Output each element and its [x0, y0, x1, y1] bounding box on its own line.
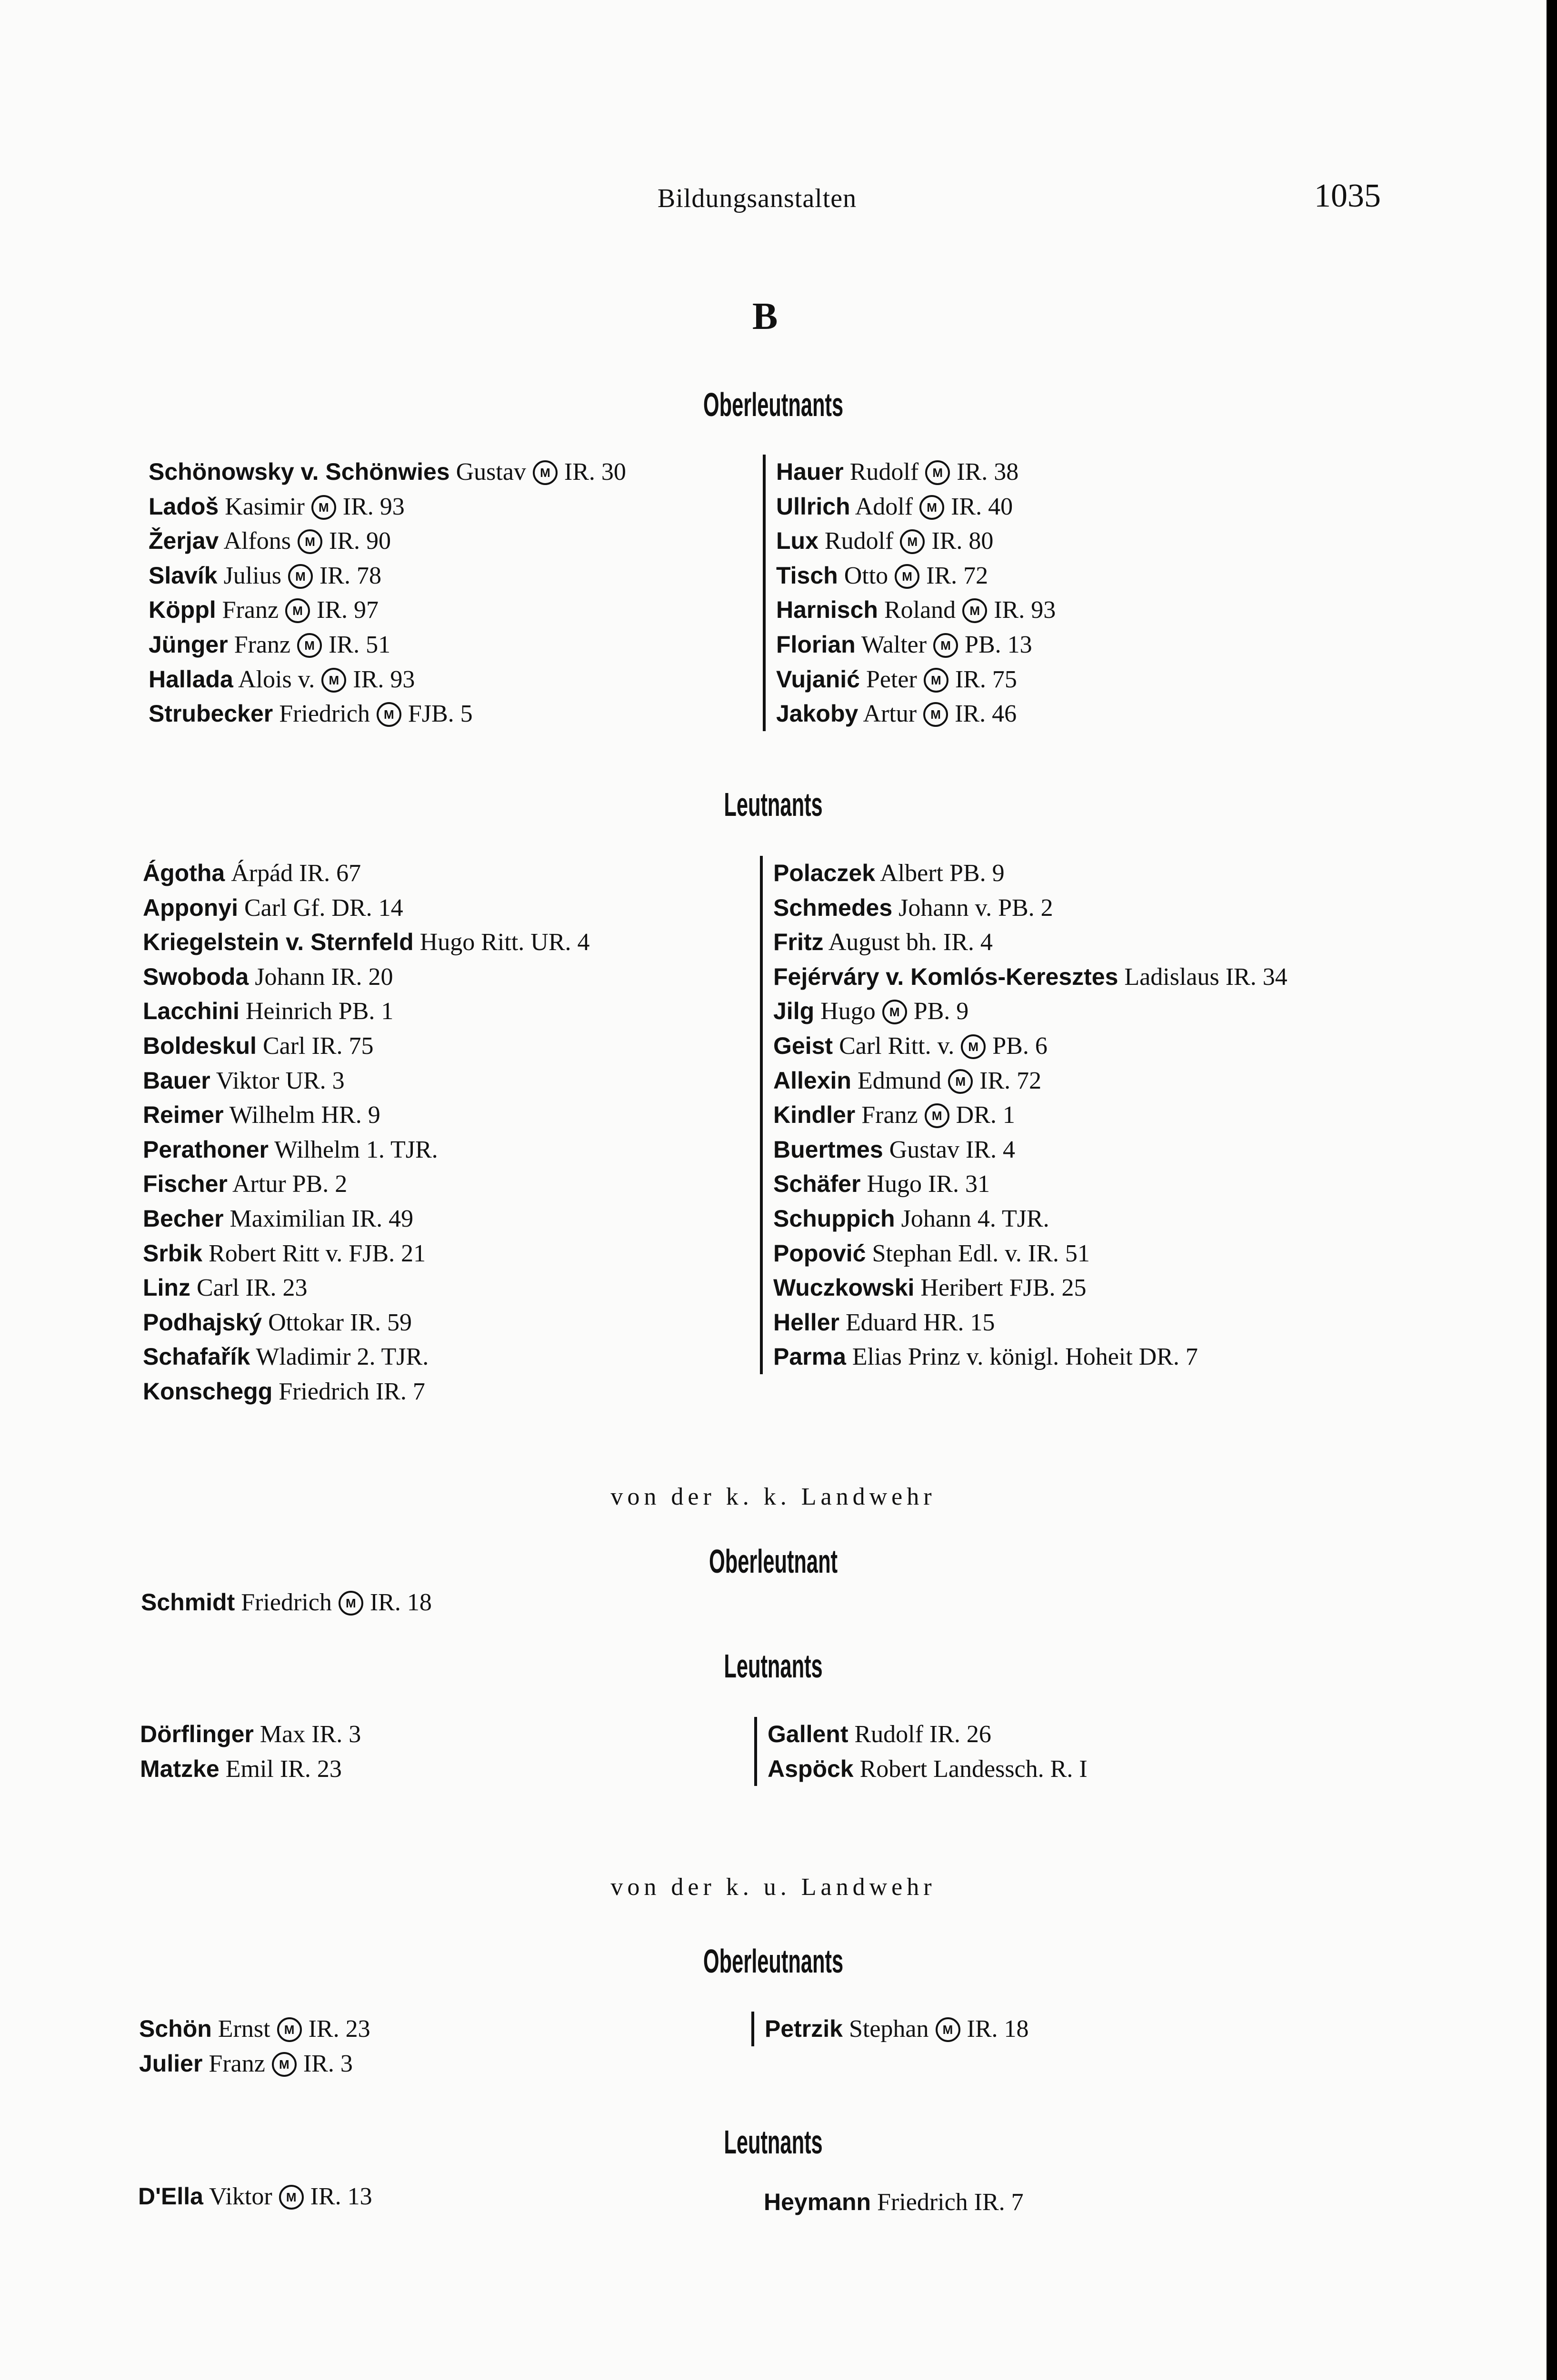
unit: IR. 97 — [317, 596, 379, 624]
roster-entry — [773, 891, 1288, 925]
roster-entry — [776, 662, 1056, 697]
heading-oberleutnants: Oberleutnants — [703, 386, 844, 423]
roster-entry — [143, 1374, 590, 1409]
unit: IR. 75 — [955, 665, 1017, 693]
given-name-and-unit: Heinrich PB. 1 — [245, 998, 394, 1025]
roster-entry — [149, 627, 626, 662]
given-name-and-unit: Elias Prinz v. königl. Hoheit DR. 7 — [852, 1343, 1198, 1371]
surname: Allexin — [773, 1067, 851, 1094]
surname: Apponyi — [143, 894, 238, 921]
roster-entry — [143, 960, 590, 994]
subheading-ku-landwehr: von der k. u. Landwehr — [610, 1874, 936, 1901]
surname: Boldeskul — [143, 1032, 257, 1059]
merit-medal-icon: M — [272, 2052, 297, 2077]
given-name-and-unit: Robert Landessch. R. I — [859, 1755, 1088, 1783]
merit-medal-icon: M — [923, 702, 948, 727]
kk-oberleutnant-list — [141, 1585, 432, 1620]
surname: Jünger — [149, 631, 228, 658]
roster-entry — [149, 593, 626, 627]
merit-medal-icon: M — [285, 598, 310, 623]
given-name-and-unit: Friedrich — [279, 700, 370, 728]
roster-entry — [141, 1585, 432, 1620]
surname: Polaczek — [773, 860, 876, 886]
merit-medal-icon: M — [377, 702, 401, 727]
given-name-and-unit: Árpád IR. 67 — [231, 860, 361, 887]
unit: IR. 93 — [353, 665, 415, 693]
surname: Swoboda — [143, 963, 249, 990]
roster-entry — [143, 1029, 590, 1063]
unit: IR. 51 — [329, 631, 391, 658]
unit: IR. 72 — [979, 1067, 1042, 1094]
given-name-and-unit: Emil IR. 23 — [225, 1755, 342, 1783]
surname: Wuczkowski — [773, 1274, 915, 1301]
heading-kk-leutnants: Leutnants — [724, 1647, 823, 1685]
leutnants-right-list — [760, 856, 1288, 1374]
roster-entry — [776, 489, 1056, 524]
unit: IR. 23 — [308, 2015, 370, 2043]
given-name-and-unit: Wladimir 2. TJR. — [256, 1343, 429, 1371]
roster-entry — [768, 1752, 1088, 1786]
given-name-and-unit: Johann v. PB. 2 — [898, 894, 1053, 922]
unit: IR. 93 — [342, 493, 405, 520]
surname: Matzke — [140, 1755, 220, 1782]
surname: Köppl — [149, 596, 216, 624]
merit-medal-icon: M — [311, 495, 336, 520]
given-name-and-unit: Hugo — [820, 998, 876, 1025]
surname: Kindler — [773, 1101, 856, 1129]
surname: Srbik — [143, 1240, 203, 1267]
given-name-and-unit: Rudolf — [824, 527, 894, 555]
surname: Ágotha — [143, 860, 225, 886]
roster-entry — [773, 1305, 1288, 1340]
roster-entry — [773, 856, 1288, 891]
roster-entry — [143, 1167, 590, 1201]
given-name-and-unit: Franz — [234, 631, 291, 658]
unit: IR. 93 — [994, 596, 1056, 624]
merit-medal-icon: M — [297, 633, 322, 658]
surname: Becher — [143, 1205, 224, 1232]
given-name-and-unit: Franz — [209, 2050, 265, 2077]
given-name-and-unit: Johann 4. TJR. — [901, 1205, 1049, 1232]
given-name-and-unit: Artur — [863, 700, 917, 728]
unit: IR. 30 — [564, 458, 626, 486]
heading-leutnants: Leutnants — [724, 786, 823, 823]
unit: PB. 13 — [965, 631, 1032, 658]
merit-medal-icon: M — [288, 564, 313, 589]
given-name-and-unit: Artur PB. 2 — [232, 1170, 348, 1198]
given-name-and-unit: Edmund — [857, 1067, 942, 1094]
unit: PB. 9 — [913, 998, 969, 1025]
surname: Buertmes — [773, 1136, 883, 1163]
roster-entry — [776, 593, 1056, 627]
given-name-and-unit: Carl IR. 23 — [196, 1274, 308, 1302]
merit-medal-icon: M — [924, 668, 948, 693]
roster-entry — [143, 1236, 590, 1271]
roster-entry — [773, 1063, 1288, 1098]
unit: IR. 80 — [931, 527, 994, 555]
merit-medal-icon: M — [339, 1591, 363, 1616]
roster-entry — [149, 455, 626, 489]
roster-entry — [143, 994, 590, 1029]
roster-entry — [143, 925, 590, 960]
roster-entry — [776, 524, 1056, 558]
unit: IR. 3 — [303, 2050, 353, 2077]
surname: Konschegg — [143, 1378, 273, 1405]
merit-medal-icon: M — [919, 495, 944, 520]
given-name-and-unit: Gustav — [456, 458, 526, 486]
given-name-and-unit: Alois v. — [238, 665, 315, 693]
merit-medal-icon: M — [900, 529, 925, 554]
given-name-and-unit: August bh. IR. 4 — [828, 929, 993, 956]
surname: Reimer — [143, 1101, 224, 1129]
heading-ku-leutnants: Leutnants — [724, 2123, 823, 2161]
given-name-and-unit: Robert Ritt v. FJB. 21 — [209, 1240, 426, 1267]
given-name-and-unit: Friedrich IR. 7 — [279, 1378, 425, 1405]
merit-medal-icon: M — [925, 460, 950, 485]
given-name-and-unit: Stephan Edl. v. IR. 51 — [872, 1240, 1090, 1267]
given-name-and-unit: Rudolf IR. 26 — [854, 1721, 991, 1748]
roster-entry — [776, 558, 1056, 593]
surname: Hallada — [149, 665, 233, 693]
surname: Podhajský — [143, 1309, 262, 1336]
given-name-and-unit: Wilhelm 1. TJR. — [274, 1136, 438, 1163]
given-name-and-unit: Wilhelm HR. 9 — [229, 1101, 380, 1129]
given-name-and-unit: Peter — [866, 665, 917, 693]
surname: Heymann — [764, 2189, 871, 2215]
roster-entry — [773, 1098, 1288, 1132]
roster-entry — [765, 2012, 1029, 2046]
surname: Aspöck — [768, 1755, 854, 1782]
merit-medal-icon: M — [948, 1069, 973, 1094]
heading-ku-oberleutnants: Oberleutnants — [703, 1943, 844, 1980]
roster-entry — [143, 1063, 590, 1098]
roster-entry — [149, 524, 626, 558]
given-name-and-unit: Max IR. 3 — [260, 1721, 361, 1748]
given-name-and-unit: Alfons — [223, 527, 291, 555]
merit-medal-icon: M — [895, 564, 919, 589]
given-name-and-unit: Roland — [884, 596, 956, 624]
roster-entry — [143, 1339, 590, 1374]
surname: Jakoby — [776, 700, 858, 727]
given-name-and-unit: Kasimir — [225, 493, 305, 520]
subheading-kk-landwehr: von der k. k. Landwehr — [610, 1483, 936, 1510]
unit: DR. 1 — [956, 1101, 1015, 1129]
heading-kk-oberleutnant: Oberleutnant — [709, 1543, 838, 1580]
surname: Schäfer — [773, 1170, 861, 1198]
surname: Florian — [776, 631, 856, 658]
roster-entry — [773, 1201, 1288, 1236]
surname: Geist — [773, 1032, 833, 1059]
given-name-and-unit: Julius — [223, 562, 281, 589]
unit: IR. 78 — [319, 562, 381, 589]
roster-entry — [149, 662, 626, 697]
unit: IR. 72 — [926, 562, 988, 589]
given-name-and-unit: Walter — [861, 631, 927, 658]
surname: Schön — [139, 2015, 212, 2042]
given-name-and-unit: Albert PB. 9 — [880, 860, 1005, 887]
ku-leutnants-left-list — [138, 2179, 372, 2214]
surname: Slavík — [149, 562, 218, 589]
roster-entry — [773, 1167, 1288, 1201]
running-header: Bildungsanstalten — [657, 184, 857, 213]
surname: Fischer — [143, 1170, 228, 1198]
unit: IR. 40 — [951, 493, 1013, 520]
roster-entry — [776, 627, 1056, 662]
merit-medal-icon: M — [533, 460, 558, 485]
roster-entry — [143, 1132, 590, 1167]
given-name-and-unit: Stephan — [848, 2015, 929, 2043]
given-name-and-unit: Friedrich IR. 7 — [877, 2189, 1024, 2216]
given-name-and-unit: Ladislaus IR. 34 — [1124, 963, 1288, 991]
given-name-and-unit: Maximilian IR. 49 — [230, 1205, 414, 1232]
surname: Tisch — [776, 562, 838, 589]
ku-oberleutnants-left-list — [139, 2012, 370, 2081]
merit-medal-icon: M — [882, 1000, 907, 1024]
unit: IR. 13 — [310, 2183, 372, 2210]
merit-medal-icon: M — [321, 668, 346, 693]
given-name-and-unit: Franz — [861, 1101, 918, 1129]
roster-entry — [149, 558, 626, 593]
given-name-and-unit: Franz — [222, 596, 279, 624]
surname: Dörflinger — [140, 1721, 254, 1747]
given-name-and-unit: Eduard HR. 15 — [845, 1309, 995, 1336]
merit-medal-icon: M — [933, 633, 958, 658]
merit-medal-icon: M — [961, 1034, 986, 1059]
surname: Bauer — [143, 1067, 210, 1094]
roster-entry — [138, 2179, 372, 2214]
page-number: 1035 — [1314, 178, 1381, 214]
surname: Ladoš — [149, 493, 219, 520]
unit: IR. 18 — [967, 2015, 1029, 2043]
given-name-and-unit: Johann IR. 20 — [255, 963, 393, 991]
merit-medal-icon: M — [298, 529, 322, 554]
roster-entry — [149, 489, 626, 524]
kk-leutnants-left-list — [140, 1717, 361, 1786]
surname: Petrzik — [765, 2015, 843, 2042]
given-name-and-unit: Carl Ritt. v. — [839, 1032, 955, 1060]
given-name-and-unit: Hugo IR. 31 — [867, 1170, 990, 1198]
roster-entry — [143, 856, 590, 891]
surname: Schmidt — [141, 1589, 235, 1616]
unit: FJB. 5 — [408, 700, 473, 728]
surname: Schafařík — [143, 1343, 250, 1370]
unit: IR. 46 — [955, 700, 1017, 728]
surname: Linz — [143, 1274, 190, 1301]
roster-entry — [143, 1098, 590, 1132]
surname: Harnisch — [776, 596, 878, 624]
surname: Gallent — [768, 1721, 848, 1747]
given-name-and-unit: Carl IR. 75 — [262, 1032, 374, 1060]
surname: Fritz — [773, 929, 824, 956]
roster-entry — [773, 1270, 1288, 1305]
merit-medal-icon: M — [279, 2185, 304, 2210]
roster-entry — [143, 1270, 590, 1305]
roster-entry — [140, 1752, 361, 1786]
surname: Schönowsky v. Schönwies — [149, 458, 450, 485]
merit-medal-icon: M — [925, 1103, 949, 1128]
oberleutnants-right-list — [763, 455, 1056, 731]
unit: IR. 90 — [329, 527, 391, 555]
surname: Strubecker — [149, 700, 273, 727]
given-name-and-unit: Hugo Ritt. UR. 4 — [419, 929, 590, 956]
merit-medal-icon: M — [962, 598, 987, 623]
surname: Julier — [139, 2050, 203, 2077]
roster-entry — [140, 1717, 361, 1752]
leutnants-left-list — [143, 856, 590, 1409]
section-letter: B — [752, 296, 778, 337]
roster-entry — [773, 960, 1288, 994]
surname: Parma — [773, 1343, 846, 1370]
surname: Ullrich — [776, 493, 850, 520]
roster-entry — [776, 455, 1056, 489]
given-name-and-unit: Heribert FJB. 25 — [920, 1274, 1087, 1302]
roster-entry — [149, 696, 626, 731]
surname: Jilg — [773, 998, 815, 1025]
surname: Hauer — [776, 458, 844, 485]
roster-entry — [768, 1717, 1088, 1752]
given-name-and-unit: Rudolf — [849, 458, 919, 486]
given-name-and-unit: Viktor UR. 3 — [216, 1067, 345, 1094]
surname: Lux — [776, 527, 818, 555]
ku-oberleutnants-right-list — [751, 2012, 1029, 2046]
surname: Popović — [773, 1240, 866, 1267]
roster-entry — [143, 1201, 590, 1236]
given-name-and-unit: Gustav IR. 4 — [889, 1136, 1015, 1163]
roster-entry — [773, 1236, 1288, 1271]
ku-leutnants-right-list — [764, 2185, 1024, 2220]
roster-entry — [773, 1339, 1288, 1374]
unit: IR. 38 — [957, 458, 1019, 486]
roster-entry — [143, 1305, 590, 1340]
given-name-and-unit: Friedrich — [241, 1589, 332, 1616]
roster-entry — [764, 2185, 1024, 2220]
roster-entry — [773, 1132, 1288, 1167]
merit-medal-icon: M — [277, 2017, 302, 2042]
unit: IR. 18 — [369, 1589, 432, 1616]
roster-entry — [773, 925, 1288, 960]
given-name-and-unit: Ottokar IR. 59 — [268, 1309, 412, 1336]
roster-entry — [773, 994, 1288, 1029]
surname: Fejérváry v. Komlós-Keresztes — [773, 963, 1118, 990]
oberleutnants-left-list — [149, 455, 626, 731]
unit: PB. 6 — [992, 1032, 1048, 1060]
surname: Schmedes — [773, 894, 893, 921]
surname: Vujanić — [776, 665, 860, 693]
given-name-and-unit: Ernst — [218, 2015, 270, 2043]
roster-entry — [776, 696, 1056, 731]
surname: Kriegelstein v. Sternfeld — [143, 929, 414, 956]
surname: Lacchini — [143, 998, 240, 1025]
surname: Perathoner — [143, 1136, 269, 1163]
surname: D'Ella — [138, 2183, 203, 2210]
surname: Heller — [773, 1309, 839, 1336]
surname: Žerjav — [149, 527, 219, 555]
roster-entry — [773, 1029, 1288, 1063]
given-name-and-unit: Viktor — [209, 2183, 272, 2210]
roster-entry — [143, 891, 590, 925]
roster-entry — [139, 2012, 370, 2046]
kk-leutnants-right-list — [754, 1717, 1088, 1786]
roster-entry — [139, 2046, 370, 2081]
surname: Schuppich — [773, 1205, 895, 1232]
merit-medal-icon: M — [936, 2017, 960, 2042]
given-name-and-unit: Otto — [844, 562, 888, 589]
given-name-and-unit: Carl Gf. DR. 14 — [244, 894, 403, 922]
given-name-and-unit: Adolf — [855, 493, 913, 520]
